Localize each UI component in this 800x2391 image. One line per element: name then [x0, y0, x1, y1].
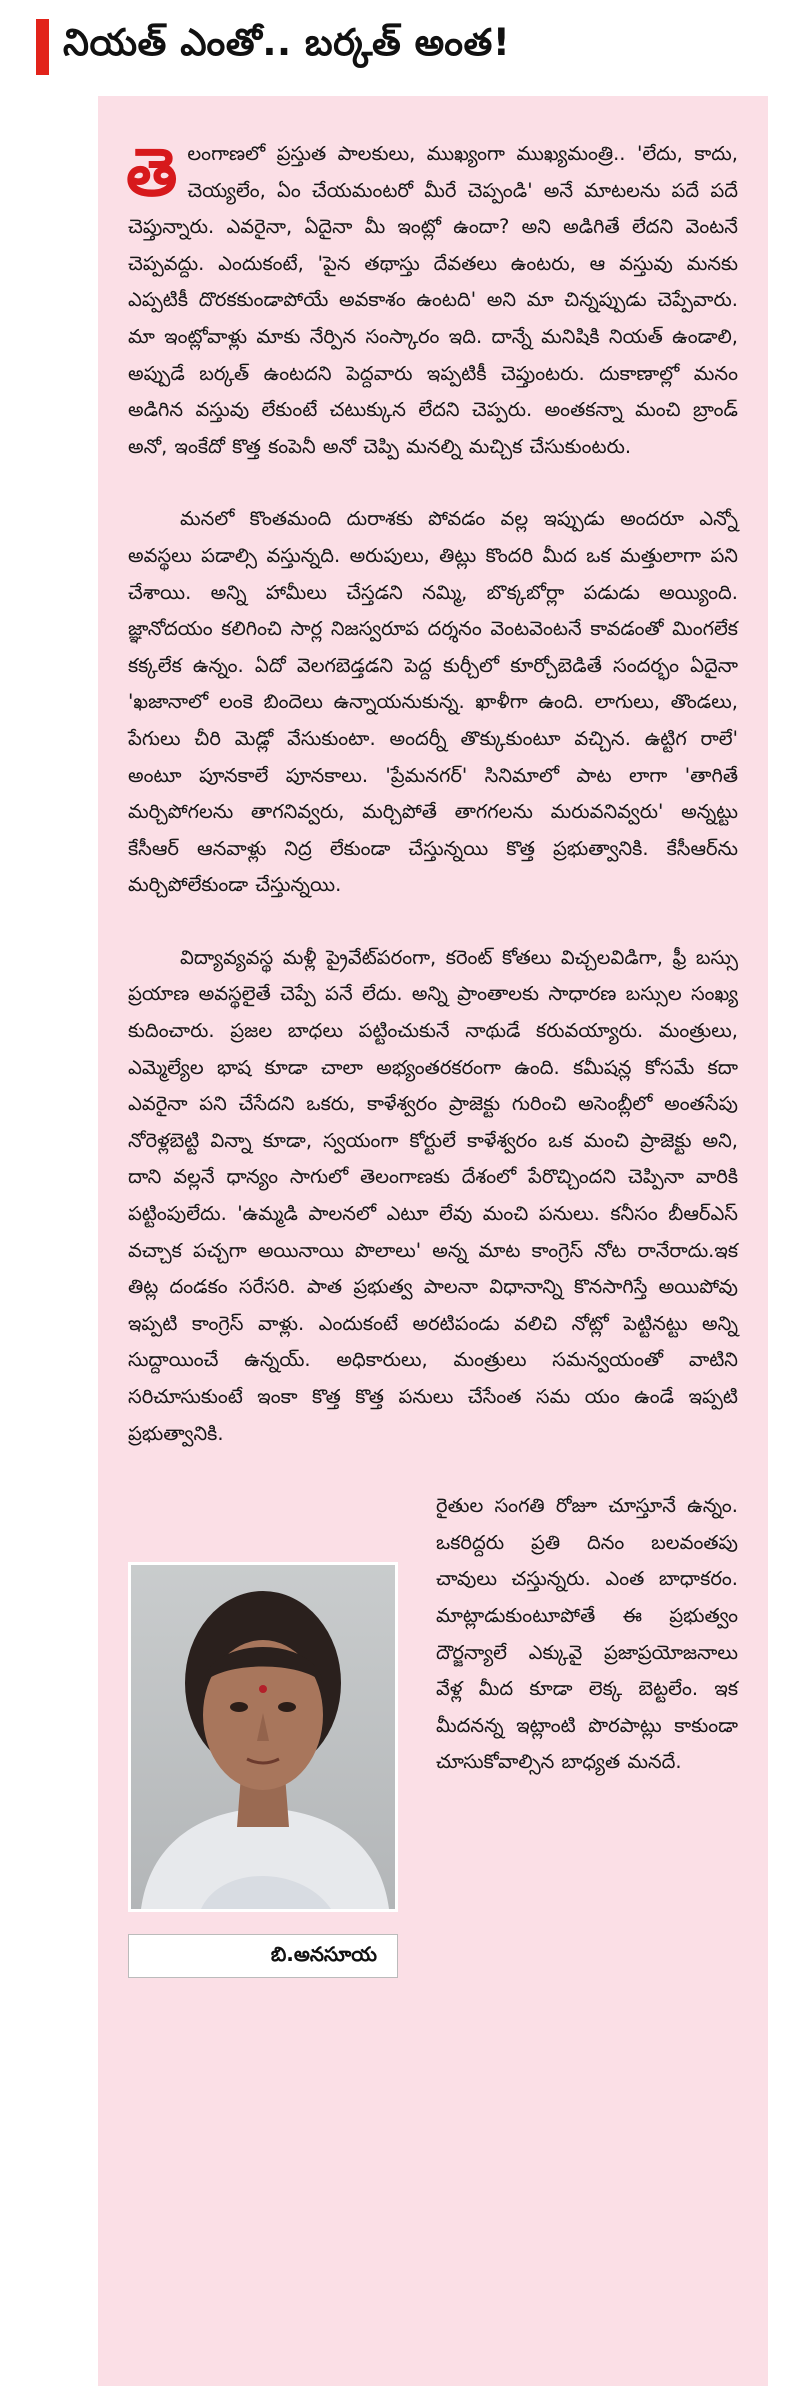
paragraph-1 [128, 136, 738, 465]
headline: నియత్ ఎంతో.. బర్కత్ అంత! [63, 21, 511, 64]
title-accent-bar [36, 19, 49, 75]
author-portrait-image [131, 1565, 395, 1909]
author-photo-block [128, 1562, 408, 1966]
author-section [128, 1488, 738, 2008]
author-name: బి.అనసూయ [128, 1934, 398, 1978]
paragraph-4: రైతుల సంగతి రోజూ చూస్తూనే ఉన్నం. ఒకరిద్దరు ప్రతి దినం బలవంతపు చావులు చస్తున్నరు. ఎంత బాధాకరం. మాట్లాడుకుంటూపోతే ఈ ప్రభుత్వం దౌర్జన్యాలే ఎక్కువై ప్రజాప్రయోజనాలు వేళ్ల మీద కూడా లెక్క బెట్టలేం. ఇక మీదనన్న ఇట్లాంటి పొరపాట్లు కాకుండా చూసుకోవాల్సిన బాధ్యత మనదే. [436, 1494, 738, 1774]
headline-bar [36, 12, 772, 82]
paragraph-2: మనలో కొంతమంది దురాశకు పోవడం వల్ల ఇప్పుడు అందరూ ఎన్నో అవస్థలు పడాల్సి వస్తున్నది. అరుపులు, తిట్లు కొందరి మీద ఒక మత్తులాగా పని చేశాయి. అన్ని హామీలు చేస్తడని నమ్మి, బొక్కబోర్లా పడుడు అయ్యింది. జ్ఞానోదయం కలిగించి సార్ల నిజస్వరూప దర్శనం వెంటవెంటనే కావడంతో మింగలేక కక్కలేక ఉన్నం. ఏదో వెలగబెడ్తడని పెద్ద కుర్చీలో కూర్చోబెడితే సందర్భం ఏదైనా 'ఖజానాలో లంకె బిందెలు ఉన్నాయనుకున్న. ఖాళీగా ఉంది. లాగులు, తొండలు, పేగులు చీరి మెడ్లో వేసుకుంటా. అందర్నీ తొక్కుకుంటూ వచ్చిన. ఉట్టిగ రాలే' అంటూ పూనకాలే పూనకాలు. 'ప్రేమనగర్' సినిమాలో పాట లాగా 'తాగితే మర్చిపోగలను తాగనివ్వరు, మర్చిపోతే తాగగలను మరువనివ్వరు' అన్నట్టు కేసీఆర్ ఆనవాళ్లు నిద్ర లేకుండా చేస్తున్నయి కొత్త ప్రభుత్వానికి. కేసీఆర్‌ను మర్చిపోలేకుండా చేస్తున్నయి. [128, 507, 738, 897]
article-box [98, 96, 768, 2386]
drop-cap: తె [126, 134, 178, 211]
paragraph-3: విద్యావ్యవస్థ మళ్లీ ప్రైవేట్‌పరంగా, కరెంట్ కోతలు విచ్చలవిడిగా, ఫ్రీ బస్సు ప్రయాణ అవస్థలైతే చెప్పే పనే లేదు. అన్ని ప్రాంతాలకు సాధారణ బస్సుల సంఖ్య కుదించారు. ప్రజల బాధలు పట్టించుకునే నాథుడే కరువయ్యారు. మంత్రులు, ఎమ్మెల్యేల భాష కూడా చాలా అభ్యంతరకరంగా ఉంది. కమీషన్ల కోసమే కదా ఎవరైనా పని చేసేదని ఒకరు, కాళేశ్వరం ప్రాజెక్టు గురించి అసెంబ్లీలో అంతసేపు నోరెళ్లబెట్టి విన్నా కూడా, స్వయంగా కోర్టులే కాళేశ్వరం ఒక మంచి ప్రాజెక్టు అని, దాని వల్లనే ధాన్యం సాగులో తెలంగాణకు దేశంలో పేరొచ్చిందని చెప్పినా వారికి పట్టింపులేదు. 'ఉమ్మడి పాలనలో ఎటూ లేవు మంచి పనులు. కనీసం బీఆర్‌ఎస్ వచ్చాక పచ్చగా అయినాయి పొలాలు' అన్న మాట కాంగ్రెస్ నోట రానేరాదు.ఇక తిట్ల దండకం సరేసరి. పాత ప్రభుత్వ పాలనా విధానాన్ని కొనసాగిస్తే అయిపోవు ఇప్పటి కాంగ్రెస్ వాళ్లు. ఎందుకంటే అరటిపండు వలిచి నోట్లో పెట్టినట్టు అన్ని సుద్దాయించే ఉన్నయ్. అధికారులు, మంత్రులు సమన్వయంతో వాటిని సరిచూసుకుంటే ఇంకా కొత్త కొత్త పనులు చేసేంత సమ యం ఉండే ఇప్పటి ప్రభుత్వానికి. [128, 945, 738, 1445]
paragraph-1-text: లంగాణలో ప్రస్తుత పాలకులు, ముఖ్యంగా ముఖ్యమంత్రి.. 'లేదు, కాదు, చెయ్యలేం, ఏం చేయమంటరో మీరే చెప్పండి' అనే మాటలను పదే పదే చెప్తున్నారు. ఎవరైనా, ఏదైనా మీ ఇంట్లో ఉందా? అని అడిగితే లేదని వెంటనే చెప్పవద్దు. ఎందుకంటే, 'పైన తథాస్తు దేవతలు ఉంటరు, ఆ వస్తువు మనకు ఎప్పటికీ దొరకకుండాపోయే అవకాశం ఉంటది' అని మా చిన్నప్పుడు చెప్పేవారు. మా ఇంట్లోవాళ్లు మాకు నేర్పిన సంస్కారం ఇది. దాన్నే మనిషికి నియత్ ఉండాలి, అప్పుడే బర్కత్ ఉంటదని పెద్దవారు ఇప్పటికీ చెప్తుంటరు. దుకాణాల్లో మనం అడిగిన వస్తువు లేకుంటే చటుక్కున లేదని చెప్పరు. అంతకన్నా మంచి బ్రాండ్ అనో, ఇంకేదో కొత్త కంపెనీ అనో చెప్పి మనల్ని మచ్చిక చేసుకుంటరు. [128, 142, 738, 458]
author-photo [128, 1562, 398, 1912]
